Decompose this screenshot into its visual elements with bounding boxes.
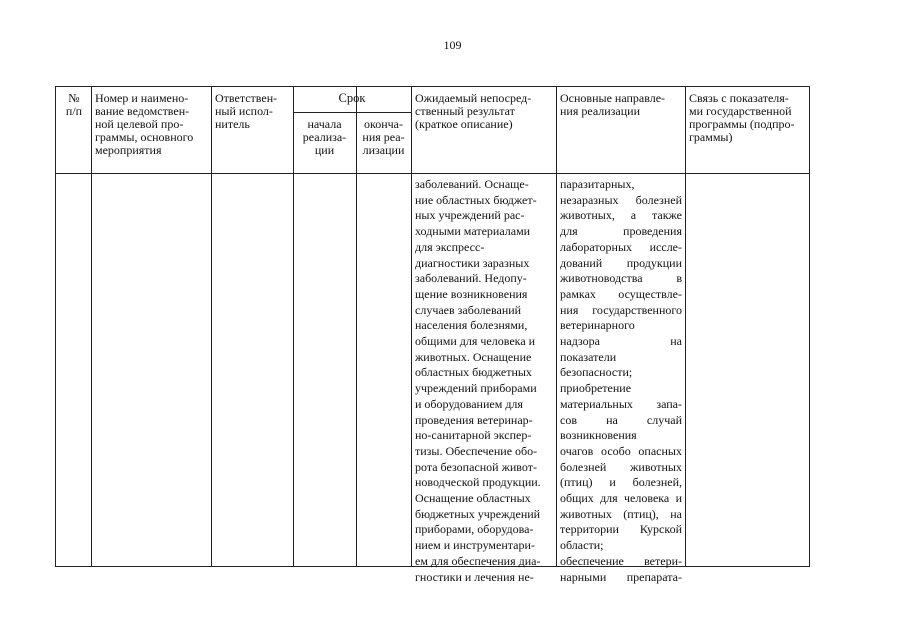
text-line: животноводства в	[560, 271, 682, 286]
header-indicators: Связь с показателя- ми государственной программы (подпро- граммы)	[689, 92, 795, 144]
header-period-end: оконча- ния реа- лизации	[362, 118, 405, 157]
page-number: 109	[443, 38, 462, 52]
header-period-start: начала реализа- ции	[302, 118, 347, 157]
text-line: безопасности;	[560, 365, 633, 380]
text-line: ние областных бюджет-	[415, 192, 537, 207]
measures-table	[55, 86, 810, 584]
text-line: проведения ветеринар-	[415, 412, 533, 427]
text-line: (птиц) и болезней,	[560, 475, 682, 490]
text-line: щение возникновения	[415, 286, 528, 301]
text-line: надзора на	[560, 334, 682, 349]
text-line: но-санитарной экспер-	[415, 428, 532, 443]
header-period: Срок	[338, 92, 366, 105]
column-divider	[411, 87, 412, 566]
text-line: ветеринарного	[560, 318, 635, 333]
text-line: материальных запа-	[560, 396, 682, 411]
header-measure-name: Номер и наимено- вание ведомствен- ной целевой про- граммы, основного мероприятия	[95, 92, 194, 157]
text-line: случаев заболеваний	[415, 302, 522, 317]
text-line: ния государственного	[560, 302, 682, 317]
text-line: рота безопасной живот-	[415, 459, 537, 474]
text-line: областных бюджетных	[415, 365, 532, 380]
text-line: ем для обеспечения диа-	[415, 553, 541, 568]
text-line: приборами, оборудова-	[415, 522, 534, 537]
text-line: животных (птиц), на	[560, 506, 682, 521]
text-line: показатели	[560, 349, 617, 364]
text-line: заболеваний. Недопу-	[415, 271, 527, 286]
text-line: лабораторных иссле-	[560, 239, 682, 254]
text-line: паразитарных,	[560, 177, 635, 191]
text-line: ходными материалами	[415, 224, 531, 239]
text-line: бюджетных учреждений	[415, 506, 541, 521]
header-number: № п/п	[65, 92, 83, 118]
text-line: сов на случай	[560, 412, 682, 427]
text-line: рамках осуществле-	[560, 286, 682, 301]
text-line: нарными препарата-	[560, 569, 682, 584]
text-line: приобретение	[560, 381, 632, 396]
text-line: для экспресс-	[415, 239, 485, 254]
header-expected-result: Ожидаемый непосред- ственный результат (краткое описание)	[415, 92, 532, 131]
header-directions: Основные направле- ния реализации	[560, 92, 666, 118]
text-line: общих для человека и	[560, 491, 682, 506]
text-line: нием и инструментари-	[415, 538, 535, 553]
text-line: общими для человека и	[415, 334, 536, 349]
text-line: учреждений приборами	[415, 381, 537, 396]
text-line: животных. Оснащение	[415, 349, 532, 364]
column-divider	[685, 87, 686, 566]
text-line: новодческой продукции.	[415, 475, 541, 490]
text-line: и оборудованием для	[415, 396, 523, 411]
column-divider	[211, 87, 212, 566]
text-line: очагов особо опасных	[560, 443, 682, 458]
text-line: для проведения	[560, 224, 682, 239]
text-line: диагностики заразных	[415, 255, 530, 270]
text-line: области;	[560, 538, 604, 553]
directions-text	[560, 177, 682, 585]
text-line: заболеваний. Оснаще-	[415, 177, 529, 191]
column-divider	[293, 87, 294, 566]
column-divider	[91, 87, 92, 566]
column-divider	[556, 87, 557, 566]
text-line: ных учреждений рас-	[415, 208, 525, 223]
text-line: населения болезнями,	[415, 318, 528, 333]
text-line: болезней животных	[560, 459, 682, 474]
period-subheader-divider	[293, 112, 411, 113]
text-line: гностики и лечения не-	[415, 569, 534, 584]
column-divider	[356, 87, 357, 566]
text-line: незаразных болезней	[560, 192, 682, 207]
text-line: обеспечение ветери-	[560, 553, 682, 568]
text-line: дований продукции	[560, 255, 682, 270]
header-responsible: Ответствен- ный испол- нитель	[215, 92, 278, 131]
text-line: возникновения	[560, 428, 637, 443]
header-bottom-divider	[56, 173, 809, 174]
text-line: животных, а также	[560, 208, 682, 223]
expected-result-text	[415, 177, 555, 585]
text-line: Оснащение областных	[415, 491, 531, 506]
text-line: тизы. Обеспечение обо-	[415, 443, 538, 458]
text-line: территории Курской	[560, 522, 682, 537]
